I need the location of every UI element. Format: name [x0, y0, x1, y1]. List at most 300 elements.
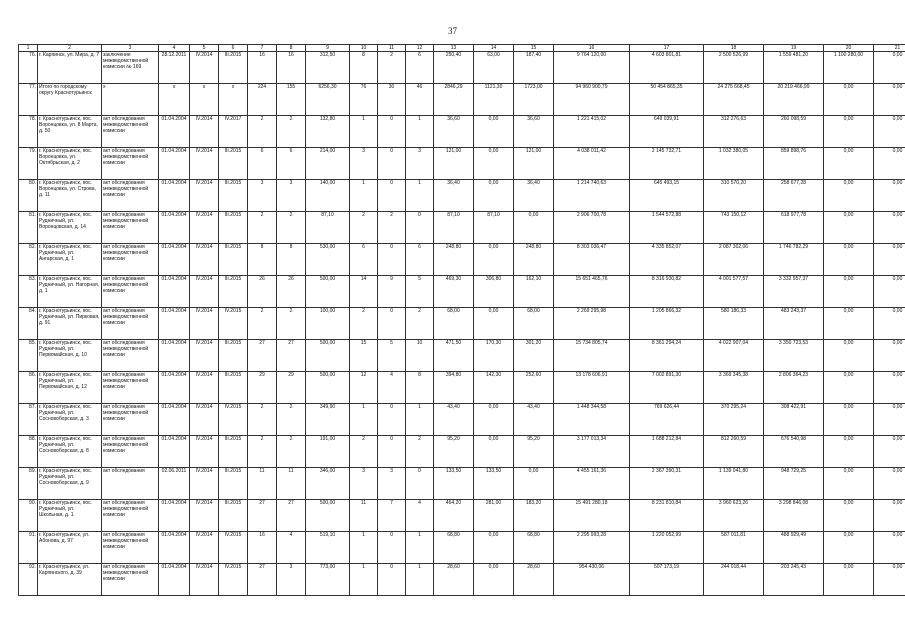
- value-cell: 250,40: [434, 52, 474, 84]
- value-cell: 2: [378, 212, 406, 244]
- row-number-cell: 76.: [19, 52, 38, 84]
- value-cell: 2: [378, 52, 406, 84]
- value-cell: 1: [350, 180, 378, 212]
- value-cell: 580 186,33: [704, 308, 764, 340]
- column-number-cell: 21: [874, 45, 905, 52]
- row-number-cell: 90.: [19, 500, 38, 532]
- value-cell: IV.2014: [190, 116, 219, 148]
- value-cell: 183,20: [514, 500, 554, 532]
- value-cell: 349,90: [306, 404, 350, 436]
- value-cell: 11: [277, 468, 306, 500]
- value-cell: IV.2014: [190, 212, 219, 244]
- value-cell: 8 316 930,82: [630, 276, 704, 308]
- value-cell: 63,00: [474, 52, 514, 84]
- value-cell: 0,00: [514, 468, 554, 500]
- value-cell: 2 500 526,99: [704, 52, 764, 84]
- value-cell: 281,00: [474, 500, 514, 532]
- value-cell: III.2015: [219, 500, 248, 532]
- value-cell: 2: [248, 212, 277, 244]
- address-cell: г. Краснотурьинск, пос. Рудничный, ул. Первомайская, д. 10: [38, 340, 102, 372]
- value-cell: 312 276,63: [704, 116, 764, 148]
- column-number-cell: 20: [824, 45, 874, 52]
- value-cell: III.2015: [219, 372, 248, 404]
- value-cell: 4 022 907,04: [704, 340, 764, 372]
- row-number-cell: 92.: [19, 564, 38, 596]
- value-cell: 6: [248, 148, 277, 180]
- value-cell: 16: [248, 532, 277, 564]
- value-cell: 36,60: [514, 116, 554, 148]
- value-cell: 3 369 345,38: [704, 372, 764, 404]
- value-cell: 87,10: [306, 212, 350, 244]
- value-cell: 1121,30: [474, 84, 514, 116]
- value-cell: 5: [406, 276, 434, 308]
- address-cell: г. Краснотурьинск, пос. Рудничный, ул. Сосновоборская, д. 3: [38, 404, 102, 436]
- value-cell: 0: [378, 116, 406, 148]
- value-cell: 346,00: [306, 468, 350, 500]
- value-cell: 1 221 415,02: [554, 116, 630, 148]
- address-cell: г. Краснотурьинск, пос. Рудничный, ул. Школьная, д. 1: [38, 500, 102, 532]
- value-cell: III.2015: [219, 436, 248, 468]
- value-cell: 1: [406, 180, 434, 212]
- column-number-cell: 4: [159, 45, 190, 52]
- value-cell: 50 454 865,35: [630, 84, 704, 116]
- table-row: [19, 372, 905, 404]
- value-cell: 0,00: [874, 180, 905, 212]
- value-cell: 01.04.2004: [159, 500, 190, 532]
- value-cell: 100,00: [306, 308, 350, 340]
- value-cell: 8 361 294,24: [630, 340, 704, 372]
- value-cell: III.2015: [219, 212, 248, 244]
- value-cell: 9: [378, 276, 406, 308]
- row-number-cell: 88.: [19, 436, 38, 468]
- value-cell: 500,00: [306, 276, 350, 308]
- housing-resettlement-table: [18, 44, 905, 596]
- value-cell: 68,80: [514, 532, 554, 564]
- value-cell: 1: [406, 564, 434, 596]
- value-cell: 0: [378, 244, 406, 276]
- value-cell: 308 422,91: [764, 404, 824, 436]
- value-cell: 15 491 280,18: [554, 500, 630, 532]
- value-cell: 4 455 161,36: [554, 468, 630, 500]
- value-cell: IV.2014: [190, 340, 219, 372]
- value-cell: 1 205 866,32: [630, 308, 704, 340]
- value-cell: х: [219, 84, 248, 116]
- document-cell: акт обследования межведомственной комиссии: [102, 532, 159, 564]
- value-cell: 30: [378, 84, 406, 116]
- value-cell: 948 729,25: [764, 468, 824, 500]
- value-cell: 2 145 732,71: [630, 148, 704, 180]
- value-cell: 743 150,12: [704, 212, 764, 244]
- value-cell: 0,00: [824, 436, 874, 468]
- document-cell: акт обследования межведомственной комиссии: [102, 340, 159, 372]
- table-row: [19, 436, 905, 468]
- value-cell: 0,00: [874, 372, 905, 404]
- value-cell: 507 173,19: [630, 564, 704, 596]
- value-cell: 0,00: [874, 308, 905, 340]
- value-cell: 4: [277, 532, 306, 564]
- value-cell: 500,00: [306, 340, 350, 372]
- value-cell: 01.04.2004: [159, 532, 190, 564]
- column-number-cell: 8: [277, 45, 306, 52]
- value-cell: 133,50: [474, 468, 514, 500]
- value-cell: IV.2014: [190, 404, 219, 436]
- value-cell: 773,00: [306, 564, 350, 596]
- document-cell: акт обследования межведомственной комиссии: [102, 308, 159, 340]
- table-row: [19, 532, 905, 564]
- value-cell: 587 011,81: [704, 532, 764, 564]
- value-cell: 2 906 700,78: [554, 212, 630, 244]
- document-cell: акт обследования межведомственной комиссии: [102, 212, 159, 244]
- value-cell: 488 929,49: [764, 532, 824, 564]
- value-cell: IV.2014: [190, 276, 219, 308]
- value-cell: 4: [378, 372, 406, 404]
- address-cell: г. Карпинск, ул. Мира, д. 7: [38, 52, 102, 84]
- value-cell: IV.2014: [190, 52, 219, 84]
- value-cell: 28.12.2011: [159, 52, 190, 84]
- value-cell: 76: [350, 84, 378, 116]
- address-cell: г. Краснотурьинск, пос. Рудничный, ул. Сосновоборская, д. 8: [38, 436, 102, 468]
- value-cell: 530,00: [306, 244, 350, 276]
- value-cell: III.2015: [219, 180, 248, 212]
- value-cell: 0,00: [824, 84, 874, 116]
- table-row: [19, 52, 905, 84]
- value-cell: 01.04.2004: [159, 436, 190, 468]
- address-cell: г. Краснотурьинск, пос. Воронцовка, ул. Октябрьская, д. 2: [38, 148, 102, 180]
- value-cell: 8: [350, 52, 378, 84]
- value-cell: 0: [406, 468, 434, 500]
- value-cell: 36,40: [434, 180, 474, 212]
- address-cell: г. Краснотурьинск, пос. Рудничный, ул. Нагорная, д. 1: [38, 276, 102, 308]
- value-cell: 0,00: [874, 500, 905, 532]
- value-cell: 0,00: [474, 404, 514, 436]
- address-cell: г. Краснотурьинск, пос. Рудничный, ул. Воронцовская, д. 14: [38, 212, 102, 244]
- row-number-cell: 81.: [19, 212, 38, 244]
- value-cell: IV.2014: [190, 564, 219, 596]
- value-cell: 121,00: [514, 148, 554, 180]
- value-cell: 0,00: [474, 532, 514, 564]
- column-number-cell: 13: [434, 45, 474, 52]
- value-cell: 121,00: [434, 148, 474, 180]
- row-number-cell: 86.: [19, 372, 38, 404]
- value-cell: 812 260,59: [704, 436, 764, 468]
- row-number-cell: 83.: [19, 276, 38, 308]
- value-cell: 68,80: [434, 532, 474, 564]
- value-cell: 16: [248, 52, 277, 84]
- column-number-cell: 10: [350, 45, 378, 52]
- row-number-cell: 84.: [19, 308, 38, 340]
- row-number-cell: 79.: [19, 148, 38, 180]
- value-cell: IV.2014: [190, 436, 219, 468]
- row-number-cell: 87.: [19, 404, 38, 436]
- value-cell: 26: [248, 276, 277, 308]
- row-number-cell: 82.: [19, 244, 38, 276]
- value-cell: 1: [406, 532, 434, 564]
- value-cell: 1 544 572,88: [630, 212, 704, 244]
- value-cell: 2: [248, 116, 277, 148]
- value-cell: 4 603 801,81: [630, 52, 704, 84]
- row-number-cell: 85.: [19, 340, 38, 372]
- value-cell: IV.2015: [219, 404, 248, 436]
- value-cell: 618 977,78: [764, 212, 824, 244]
- value-cell: 140,00: [306, 180, 350, 212]
- value-cell: III.2015: [219, 468, 248, 500]
- value-cell: 3 350 723,53: [764, 340, 824, 372]
- value-cell: 133,50: [434, 468, 474, 500]
- value-cell: III.2015: [219, 244, 248, 276]
- value-cell: 2: [277, 436, 306, 468]
- column-number-cell: 7: [248, 45, 277, 52]
- value-cell: 0: [378, 308, 406, 340]
- value-cell: 2: [406, 308, 434, 340]
- table-row: [19, 404, 905, 436]
- value-cell: 0,00: [874, 116, 905, 148]
- value-cell: IV.2014: [190, 372, 219, 404]
- value-cell: 1 448 344,58: [554, 404, 630, 436]
- table-row: [19, 212, 905, 244]
- value-cell: 1: [350, 116, 378, 148]
- value-cell: 142,30: [474, 372, 514, 404]
- value-cell: 6: [406, 52, 434, 84]
- value-cell: 1 746 782,29: [764, 244, 824, 276]
- value-cell: 519,10: [306, 532, 350, 564]
- address-cell: г. Краснотурьинск, пос. Рудничный, ул. Сосновоборская, д. 9: [38, 468, 102, 500]
- value-cell: 3: [350, 468, 378, 500]
- value-cell: 0,00: [824, 372, 874, 404]
- page-number: 37: [448, 26, 457, 36]
- value-cell: 0,00: [824, 180, 874, 212]
- table-row: [19, 148, 905, 180]
- value-cell: 469,30: [434, 276, 474, 308]
- value-cell: 01.04.2004: [159, 244, 190, 276]
- value-cell: 3: [248, 180, 277, 212]
- value-cell: 0,00: [824, 564, 874, 596]
- value-cell: 01.04.2004: [159, 340, 190, 372]
- value-cell: 3: [277, 564, 306, 596]
- value-cell: 2: [248, 308, 277, 340]
- value-cell: 26: [277, 276, 306, 308]
- value-cell: III.2015: [219, 340, 248, 372]
- value-cell: 0: [378, 564, 406, 596]
- column-number-cell: 11: [378, 45, 406, 52]
- value-cell: 28,60: [514, 564, 554, 596]
- column-number-cell: 15: [514, 45, 554, 52]
- value-cell: 10: [406, 340, 434, 372]
- column-number-cell: 18: [704, 45, 764, 52]
- column-number-cell: 5: [190, 45, 219, 52]
- value-cell: 312,50: [306, 52, 350, 84]
- value-cell: 191,00: [306, 436, 350, 468]
- value-cell: 0,00: [824, 148, 874, 180]
- address-cell: г. Краснотурьинск, ул. Абонова, д. 97: [38, 532, 102, 564]
- value-cell: 2 295 993,28: [554, 532, 630, 564]
- value-cell: 11: [350, 500, 378, 532]
- value-cell: 0: [378, 180, 406, 212]
- table-row: [19, 468, 905, 500]
- value-cell: 02.06.2011: [159, 468, 190, 500]
- value-cell: 68,00: [514, 308, 554, 340]
- value-cell: 2: [350, 436, 378, 468]
- value-cell: 0: [378, 436, 406, 468]
- value-cell: III.2015: [219, 148, 248, 180]
- value-cell: 0,00: [874, 564, 905, 596]
- value-cell: 4 001 577,57: [704, 276, 764, 308]
- column-number-row: [19, 45, 905, 52]
- value-cell: 1 688 212,84: [630, 436, 704, 468]
- value-cell: 0,00: [824, 308, 874, 340]
- value-cell: 1 220 052,99: [630, 532, 704, 564]
- value-cell: 27: [277, 340, 306, 372]
- value-cell: IV.2014: [190, 468, 219, 500]
- row-number-cell: 80.: [19, 180, 38, 212]
- value-cell: 2: [277, 212, 306, 244]
- value-cell: 16: [277, 52, 306, 84]
- value-cell: 94 960 900,79: [554, 84, 630, 116]
- value-cell: 203 245,43: [764, 564, 824, 596]
- value-cell: 2: [350, 212, 378, 244]
- value-cell: 0,00: [874, 148, 905, 180]
- document-cell: акт обследования межведомственной комиссии: [102, 500, 159, 532]
- value-cell: 1 559 481,20: [764, 52, 824, 84]
- value-cell: 224: [248, 84, 277, 116]
- address-cell: г. Краснотурьинск, пос. Воронцовка, ул. 8 Марта, д. 50: [38, 116, 102, 148]
- value-cell: 214,00: [306, 148, 350, 180]
- value-cell: 370 295,24: [704, 404, 764, 436]
- value-cell: IV.2017: [219, 116, 248, 148]
- table-row: [19, 308, 905, 340]
- value-cell: 01.04.2004: [159, 372, 190, 404]
- value-cell: IV.2015: [219, 308, 248, 340]
- value-cell: 8 231 810,84: [630, 500, 704, 532]
- address-cell: г. Краснотурьинск, пос. Рудничный, ул. Первомайская, д. 12: [38, 372, 102, 404]
- value-cell: 649 039,91: [630, 116, 704, 148]
- value-cell: 0,00: [824, 532, 874, 564]
- value-cell: 8: [248, 244, 277, 276]
- value-cell: 01.04.2004: [159, 148, 190, 180]
- value-cell: 0,00: [474, 148, 514, 180]
- row-number-cell: 91.: [19, 532, 38, 564]
- value-cell: 29: [277, 372, 306, 404]
- value-cell: 01.04.2004: [159, 564, 190, 596]
- value-cell: 95,20: [434, 436, 474, 468]
- value-cell: 0,00: [874, 276, 905, 308]
- value-cell: 3 298 846,08: [764, 500, 824, 532]
- document-cell: акт обследования межведомственной комиссии: [102, 116, 159, 148]
- value-cell: 11: [248, 468, 277, 500]
- document-cell: акт обследования межведомственной комиссии: [102, 276, 159, 308]
- value-cell: 36,60: [434, 116, 474, 148]
- column-number-cell: 2: [38, 45, 102, 52]
- value-cell: 8 303 036,47: [554, 244, 630, 276]
- document-cell: акт обследования межведомственной комиссии: [102, 404, 159, 436]
- value-cell: 0,00: [874, 404, 905, 436]
- column-number-cell: 1: [19, 45, 38, 52]
- value-cell: 170,30: [474, 340, 514, 372]
- value-cell: 0,00: [874, 532, 905, 564]
- value-cell: IV.2014: [190, 500, 219, 532]
- value-cell: 0,00: [874, 244, 905, 276]
- value-cell: 8: [277, 244, 306, 276]
- value-cell: 3 177 013,34: [554, 436, 630, 468]
- value-cell: 3 960 623,26: [704, 500, 764, 532]
- value-cell: 01.04.2004: [159, 276, 190, 308]
- table-row: [19, 84, 905, 116]
- value-cell: 0: [406, 212, 434, 244]
- value-cell: 1: [350, 532, 378, 564]
- value-cell: 43,40: [514, 404, 554, 436]
- value-cell: 1 214 740,63: [554, 180, 630, 212]
- value-cell: 6: [350, 244, 378, 276]
- column-number-cell: 16: [554, 45, 630, 52]
- value-cell: 0,00: [824, 468, 874, 500]
- value-cell: х: [159, 84, 190, 116]
- value-cell: 2 806 364,23: [764, 372, 824, 404]
- table-row: [19, 244, 905, 276]
- value-cell: 27: [277, 500, 306, 532]
- value-cell: 2: [350, 308, 378, 340]
- value-cell: 301,20: [514, 340, 554, 372]
- value-cell: 0,00: [874, 340, 905, 372]
- table-row: [19, 180, 905, 212]
- value-cell: 4 335 852,07: [630, 244, 704, 276]
- value-cell: 95,20: [514, 436, 554, 468]
- value-cell: IV.2014: [190, 180, 219, 212]
- value-cell: 0,00: [474, 436, 514, 468]
- value-cell: 2846,29: [434, 84, 474, 116]
- value-cell: 29: [248, 372, 277, 404]
- value-cell: 0,00: [824, 404, 874, 436]
- value-cell: 1 100 280,00: [824, 52, 874, 84]
- value-cell: 0,00: [874, 52, 905, 84]
- document-cell: акт обследования межведомственной комиссии: [102, 180, 159, 212]
- table-row: [19, 500, 905, 532]
- value-cell: 0,00: [874, 436, 905, 468]
- value-cell: 87,10: [474, 212, 514, 244]
- value-cell: 0: [378, 532, 406, 564]
- value-cell: 01.04.2004: [159, 180, 190, 212]
- document-cell: акт обследования межведомственной комиссии: [102, 148, 159, 180]
- value-cell: 43,40: [434, 404, 474, 436]
- table-row: [19, 276, 905, 308]
- value-cell: 1: [406, 404, 434, 436]
- value-cell: 28,60: [434, 564, 474, 596]
- value-cell: 500,00: [306, 372, 350, 404]
- value-cell: 1: [406, 116, 434, 148]
- column-number-cell: 6: [219, 45, 248, 52]
- value-cell: 769 626,44: [630, 404, 704, 436]
- value-cell: 252,60: [514, 372, 554, 404]
- value-cell: 01.04.2004: [159, 308, 190, 340]
- value-cell: 0,00: [874, 84, 905, 116]
- value-cell: 5: [378, 340, 406, 372]
- value-cell: 27: [248, 340, 277, 372]
- value-cell: 2: [277, 116, 306, 148]
- value-cell: х: [190, 84, 219, 116]
- value-cell: 15 734 805,74: [554, 340, 630, 372]
- value-cell: 260 098,59: [764, 116, 824, 148]
- value-cell: 187,40: [514, 52, 554, 84]
- value-cell: 0,00: [474, 180, 514, 212]
- value-cell: 6256,30: [306, 84, 350, 116]
- value-cell: 7: [378, 500, 406, 532]
- value-cell: 0,00: [514, 212, 554, 244]
- value-cell: 46: [406, 84, 434, 116]
- value-cell: 0,00: [474, 308, 514, 340]
- value-cell: 2: [277, 404, 306, 436]
- value-cell: 3: [350, 148, 378, 180]
- value-cell: 0,00: [824, 212, 874, 244]
- document-cell: акт обследования межведомственной комиссии: [102, 564, 159, 596]
- value-cell: 483 243,37: [764, 308, 824, 340]
